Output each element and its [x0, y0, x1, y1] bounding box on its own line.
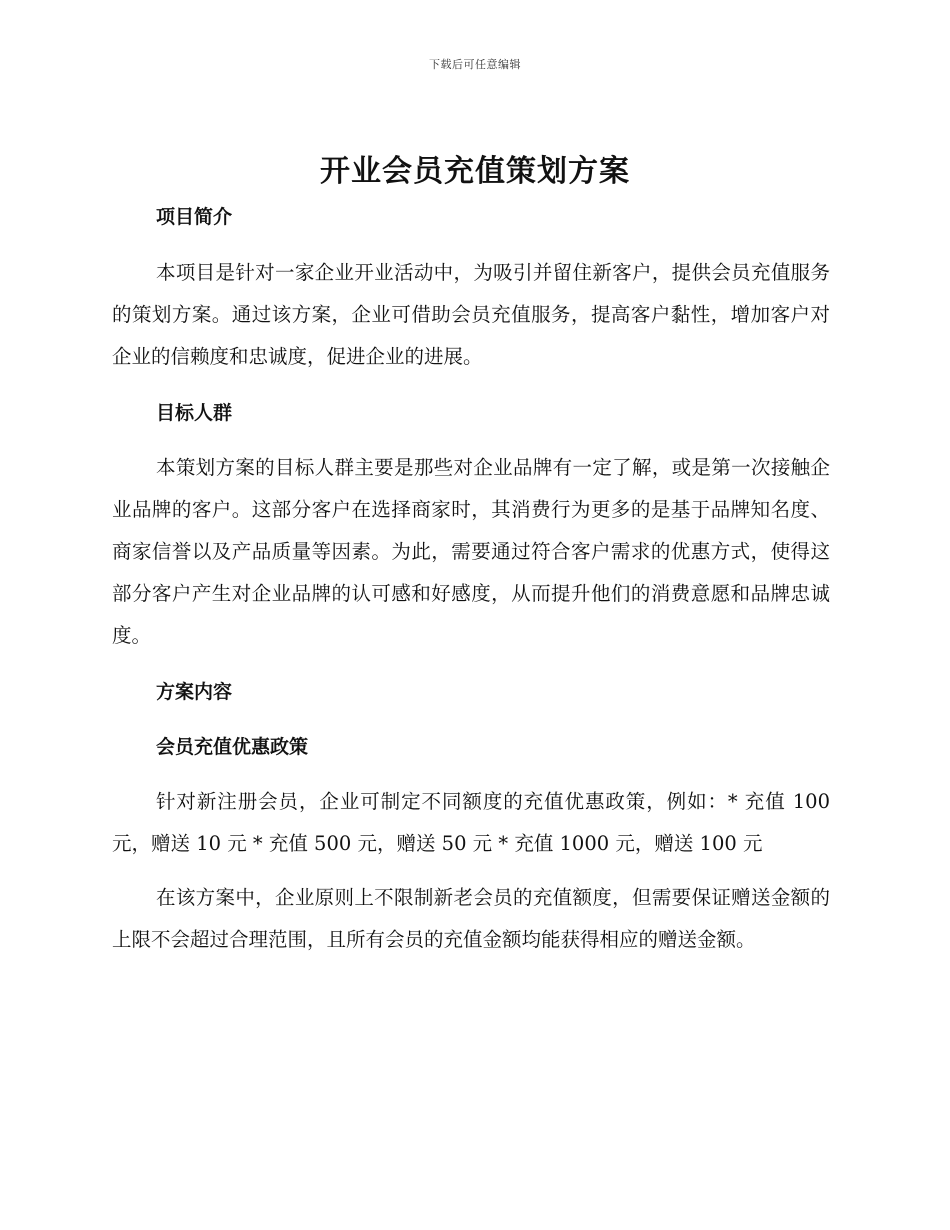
- section-heading-target: 目标人群: [156, 402, 233, 424]
- header-note: 下载后可任意编辑: [429, 58, 521, 71]
- section-text-policy-1: 针对新注册会员，企业可制定不同额度的充值优惠政策，例如：* 充值 100 元，赠送 10 元 * 充值 500 元，赠送 50 元 * 充值 1000 元，赠送 100 元: [112, 790, 830, 855]
- section-text-target: 本策划方案的目标人群主要是那些对企业品牌有一定了解，或是第一次接触企业品牌的客户。这部分客户在选择商家时，其消费行为更多的是基于品牌知名度、商家信誉以及产品质量等因素。为此，需要通过符合客户需求的优惠方式，使得这部分客户产生对企业品牌的认可感和好感度，从而提升他们的消费意愿和品牌忠诚度。: [112, 456, 830, 647]
- section-heading-intro: 项目简介: [156, 206, 233, 228]
- section-heading-policy: 会员充值优惠政策: [156, 736, 309, 758]
- section-text-intro: 本项目是针对一家企业开业活动中，为吸引并留住新客户，提供会员充值服务的策划方案。通过该方案，企业可借助会员充值服务，提高客户黏性，增加客户对企业的信赖度和忠诚度，促进企业的进展。: [112, 261, 830, 368]
- section-heading-content: 方案内容: [156, 681, 233, 703]
- section-text-policy-2: 在该方案中，企业原则上不限制新老会员的充值额度，但需要保证赠送金额的上限不会超过合理范围，且所有会员的充值金额均能获得相应的赠送金额。: [112, 886, 830, 951]
- document-title: 开业会员充值策划方案: [320, 154, 630, 189]
